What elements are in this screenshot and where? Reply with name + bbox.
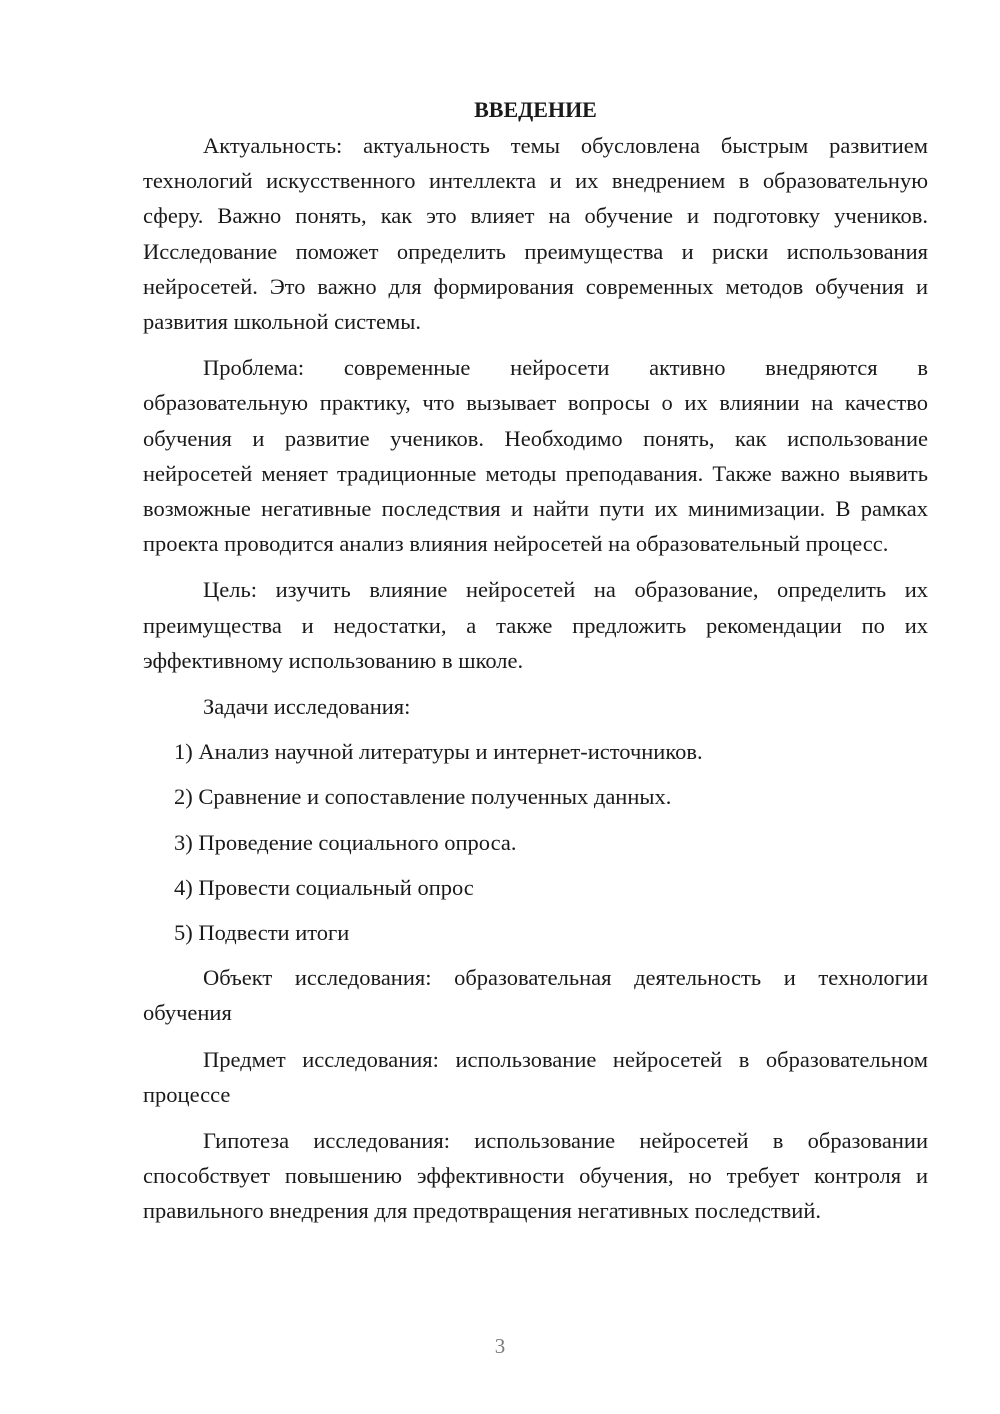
relevance-paragraph: Актуальность: актуальность темы обусловлена быстрым развитием технологий искусственного интеллекта и их внедрением в образовательную сферу. Важно понять, как это влияет на обучение и подготовку учеников. Исследование поможет определить преимущества и риски использования нейросетей. Это важно для формирования современных методов обучения и развития школьной системы. — [143, 133, 928, 335]
object-paragraph: Объект исследования: образовательная деятельность и технологии обучения — [143, 965, 928, 1026]
task-item: 3) Проведение социального опроса. — [174, 829, 517, 855]
section-title: ВВЕДЕНИЕ — [474, 97, 597, 122]
page-number: 3 — [494, 1334, 506, 1358]
tasks-heading: Задачи исследования: — [203, 694, 411, 720]
task-item: 2) Сравнение и сопоставление полученных данных. — [174, 784, 672, 810]
hypothesis-paragraph: Гипотеза исследования: использование нейросетей в образовании способствует повышению эффективности обучения, но требует контроля и правильного внедрения для предотвращения негативных последствий. — [143, 1128, 928, 1224]
subject-paragraph: Предмет исследования: использование нейросетей в образовательном процессе — [143, 1046, 928, 1107]
task-item: 1) Анализ научной литературы и интернет-источников. — [174, 739, 703, 765]
tasks-list — [143, 734, 928, 950]
task-item: 4) Провести социальный опрос — [174, 874, 474, 900]
goal-paragraph: Цель: изучить влияние нейросетей на образование, определить их преимущества и недостатки, а также предложить рекомендации по их эффективному использованию в школе. — [143, 577, 928, 673]
page-content — [143, 96, 928, 1240]
task-item: 5) Подвести итоги — [174, 920, 350, 946]
problem-paragraph: Проблема: современные нейросети активно внедряются в образовательную практику, что вызывает вопросы о их влиянии на качество обучения и развитие учеников. Необходимо понять, как использование нейросетей меняет традиционные методы преподавания. Также важно выявить возможные негативные последствия и найти пути их минимизации. В рамках проекта проводится анализ влияния нейросетей на образовательный процесс. — [143, 355, 928, 557]
